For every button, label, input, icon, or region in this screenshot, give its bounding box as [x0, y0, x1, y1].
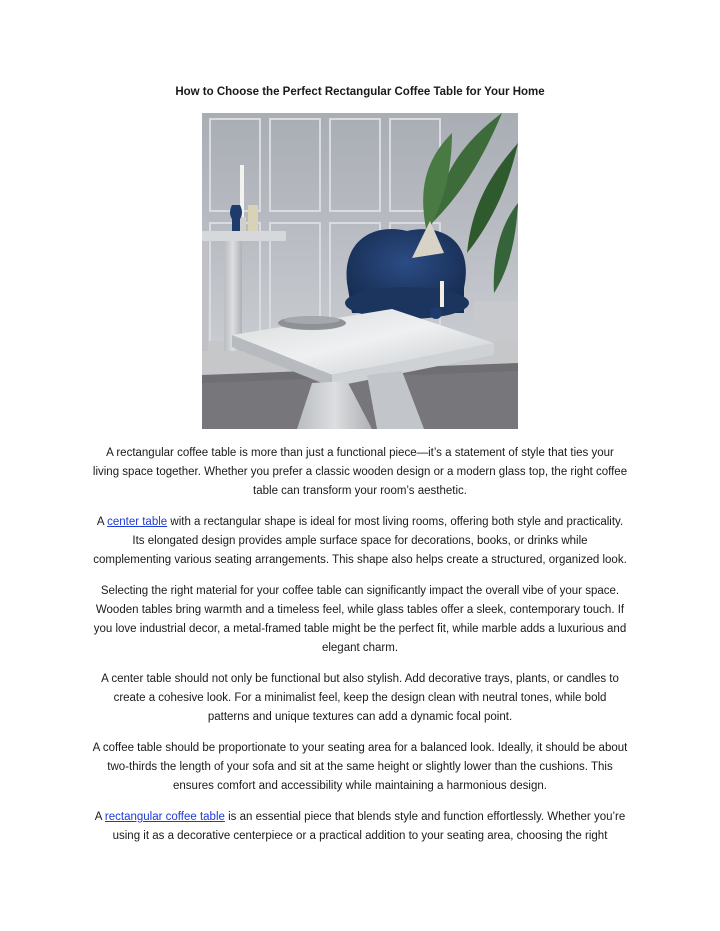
article-body: [92, 444, 628, 858]
center-table-link[interactable]: center table: [107, 516, 168, 528]
rectangular-coffee-table-link[interactable]: rectangular coffee table: [104, 811, 225, 823]
paragraph-center-table: [92, 513, 628, 570]
page-title: How to Choose the Perfect Rectangular Coffee Table for Your Home: [175, 86, 545, 98]
paragraph-intro: [92, 444, 628, 501]
paragraph-text: A coffee table should be proportionate to your seating area for a balanced look. Ideally, it should be about two-thirds the length of your sofa and sit at the same height or slightly lower than the cushions. This ensures comfort and accessibility while maintaining a harmonious design.: [92, 742, 628, 792]
paragraph-material: [92, 582, 628, 658]
paragraph-size: [92, 739, 628, 796]
paragraph-text: A: [94, 811, 105, 823]
paragraph-text: with a rectangular shape is ideal for most living rooms, offering both style and practicality. Its elongated design provides ample surface space for decorations, books, or drinks while complementing various seating arrangements. This shape also helps create a structured, organized look.: [93, 516, 627, 566]
paragraph-text: A rectangular coffee table is more than just a functional piece—it’s a statement of style that ties your living space together. Whether you prefer a classic wooden design or a modern glass top, the right coffee table can transform your room’s aesthetic.: [92, 447, 628, 497]
coffee-table-illustration: [202, 113, 518, 429]
paragraph-text: A center table should not only be functional but also stylish. Add decorative trays, plants, or candles to create a cohesive look. For a minimalist feel, keep the design clean with neutral tones, while bold patterns and unique textures can add a dynamic focal point.: [101, 673, 619, 723]
paragraph-conclusion: [92, 808, 628, 846]
paragraph-text: Selecting the right material for your coffee table can significantly impact the overall vibe of your space. Wooden tables bring warmth and a timeless feel, while glass tables offer a sleek, contemporary touch. If you love industrial decor, a metal-framed table might be the perfect fit, while marble adds a luxurious and elegant charm.: [93, 585, 627, 654]
paragraph-text: is an essential piece that blends style and function effortlessly. Whether you’re using it as a decorative centerpiece or a practical addition to your seating area, choosing the right: [112, 811, 626, 842]
paragraph-text: A: [96, 516, 108, 528]
paragraph-style: [92, 670, 628, 727]
product-photo: [202, 113, 518, 429]
